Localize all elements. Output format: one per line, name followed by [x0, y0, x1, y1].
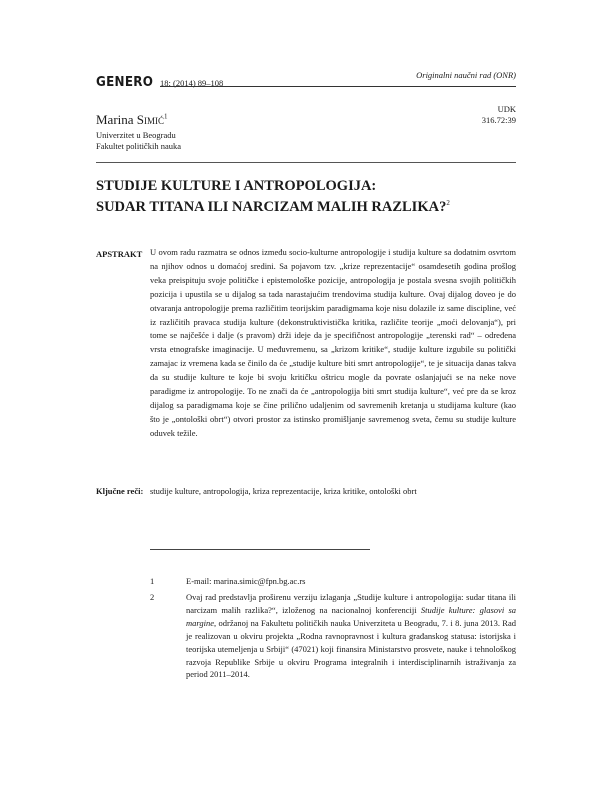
- author-name: [96, 112, 168, 128]
- keywords-text: studije kulture, antropologija, kriza reprezentacije, kriza kritike, ontološki obrt: [150, 486, 417, 496]
- abstract-text: U ovom radu razmatra se odnos između socio-kulturne antropologije i studija kulture sa dodatnim osvrtom na njihov odnos u domaćoj sredini. Sa pojavom tzv. „krize reprezentacije“ osamdesetih godina prošlog veka preispituju svoje političke i epistemološke pozicije, antropologija je postala svesna svojih političkih pozicija i upustila se u dijalog sa tada narastajućim trendovima studija kulture. Ovaj dijalog doveo je do otvaranja antropologije prema različitim teorijskim paradigmama koje nisu dolazile iz same discipline, već iz različitih pravaca studija kulture (dekonstruktivistička kritika, različite teorije „moći delovanja“), pri tome se najčešće i dalje (s pravom) drži ideje da je specifičnost antropologije „terenski rad“ – određena vrsta etnografske imaginacije. U međuvremenu, sa „krizom kritike“, studije kulture izgubile su politički zamajac iz vremena kada se činilo da će „studije kulture biti smrt antropologije“, te je situacija danas takva da su studije kulture te koje bi svoju kritičku oštricu mogle da povrate oslanjajući se na neke nove paradigme iz antropologije. To ne znači da će „antropologija biti smrt studija kulture“, već pre da se kroz dijalog sa paradigmama koje se čine prilično udaljenim od savremenih kretanja u studijama kulture (kao što je „ontološki obrt“) otvori prostor za istinsko promišljanje savremenog sveta, čemu su studije kulture oduvek težile.: [150, 247, 516, 438]
- udk-label: UDK: [497, 104, 516, 114]
- author-last-name: Simić: [136, 112, 165, 127]
- footnote-email: E-mail: marina.simic@fpn.bg.ac.rs: [186, 576, 306, 586]
- author-footnote-mark: 1: [164, 112, 168, 121]
- journal-logo: GENERO: [96, 75, 154, 90]
- affiliation-line: Univerzitet u Beogradu: [96, 130, 176, 140]
- author-affiliation: [96, 130, 181, 152]
- title-line-1: STUDIJE KULTURE I ANTROPOLOGIJA:: [96, 178, 377, 194]
- author-first-name: Marina: [96, 112, 134, 127]
- article-type: Originalni naučni rad (ONR): [416, 70, 516, 80]
- footnote-text: Ovaj rad predstavlja proširenu verziju izlaganja „Studije kulture i antropologija: sudar titana ili narcizam malih razlika?“, izloženog na nacionalnoj konferenciji Studije kulture: glasovi sa margine, održanoj na Fakultetu političkih nauka Univerziteta u Beogradu, 7. i 8. juna 2013. Rad je realizovan u okviru projekta „Rodna ravnopravnost i kultura građanskog statusa: istorijska i teorijska utemeljenja u Srbiji“ (47021) koji finansira Ministarstvo prosvete, nauke i tehnološkog razvoja Republike Srbije u okviru Programa integralnih i interdisciplinarnih istraživanja za period 2011–2014.: [186, 592, 516, 680]
- article-title: [96, 178, 526, 216]
- title-line-2: SUDAR TITANA ILI NARCIZAM MALIH RAZLIKA?$^2$: [96, 198, 450, 215]
- conference-title: Studije kulture: glasovi sa margine: [186, 604, 516, 628]
- title-footnote-mark: 2: [446, 199, 450, 207]
- affiliation-line: Fakultet političkih nauka: [96, 141, 181, 151]
- udk-block: [482, 104, 516, 126]
- footnote-rule: [150, 549, 370, 550]
- abstract-label: APSTRAKT: [96, 249, 143, 259]
- section-divider: [96, 162, 516, 163]
- footnote-1: [150, 575, 516, 588]
- keywords-label: Ključne reči:: [96, 486, 144, 496]
- footnote-2: [150, 591, 516, 681]
- footnote-number: 1: [150, 576, 155, 586]
- issue-info: 18: (2014) 89–108: [160, 78, 224, 88]
- header-rule: [160, 86, 516, 87]
- udk-code: 316.72:39: [481, 115, 516, 125]
- footnote-number: 2: [150, 592, 155, 602]
